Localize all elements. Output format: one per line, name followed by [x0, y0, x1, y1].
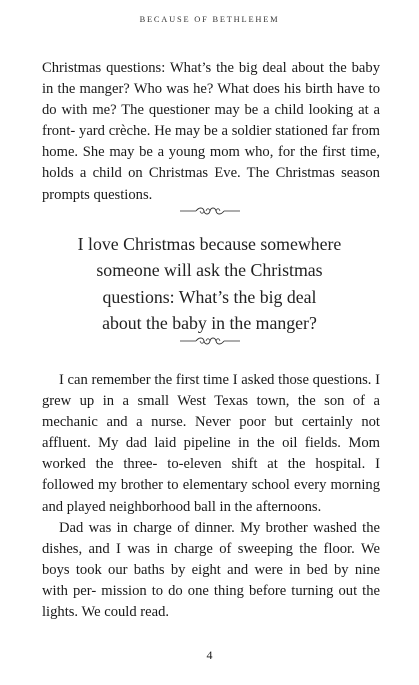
- text-line: yard crèche. He may be a soldier stationed far from home. She: [42, 123, 380, 161]
- pull-quote-line: about the baby in the manger?: [102, 313, 317, 334]
- text-line: elementary school every morning and played neighborhood: [42, 477, 380, 515]
- running-head: BECAUSE OF BETHLEHEM: [139, 15, 280, 24]
- text-line: and a nurse. Never poor but certainly not affluent. My: [42, 414, 380, 452]
- text-line: dad laid pipeline in the oil fields. Mom worked the three-: [42, 435, 380, 473]
- scroll-flourish-icon: [0, 206, 419, 216]
- text-line: the manger? Who was he? What does his birth have to do: [42, 81, 381, 119]
- text-line: took our baths by eight and were in bed by nine with per-: [42, 561, 380, 599]
- body-paragraph: [42, 370, 380, 518]
- text-line: to-eleven shift at the hospital. I followed my brother to: [42, 456, 381, 494]
- body-paragraph: [42, 518, 380, 623]
- text-line: could read.: [104, 604, 170, 621]
- page-number: 4: [206, 648, 213, 662]
- text-line: ball in the afternoons.: [194, 498, 322, 515]
- text-line: with me? The questioner may be a child looking at a front-: [42, 102, 380, 140]
- text-line: Christmas questions: What’s the big deal about the baby in: [42, 60, 380, 98]
- pull-quote-line: I love Christmas because somewhere: [77, 234, 342, 254]
- pull-quote-line: questions: What’s the big deal: [102, 286, 317, 307]
- text-line: I can remember the first time I asked those questions. I: [59, 372, 380, 388]
- text-line: on Christmas Eve. The Christmas season prompts questions.: [42, 165, 380, 203]
- pull-quote: [40, 231, 379, 337]
- main-text: [42, 370, 380, 623]
- text-line: grew up in a small West Texas town, the son of a mechanic: [42, 393, 380, 431]
- text-line: dishes, and I was in charge of sweeping the floor. We boys: [42, 540, 380, 578]
- intro-text: [42, 58, 380, 206]
- text-line: mission to do one thing before turning out the lights. We: [42, 582, 380, 621]
- pull-quote-line: someone will ask the Christmas: [96, 260, 323, 281]
- intro-paragraph: [42, 58, 380, 206]
- text-line: may be a young mom who, for the first time, holds a child: [42, 144, 380, 182]
- scroll-flourish-icon: [0, 336, 419, 346]
- text-line: Dad was in charge of dinner. My brother washed the: [59, 519, 380, 536]
